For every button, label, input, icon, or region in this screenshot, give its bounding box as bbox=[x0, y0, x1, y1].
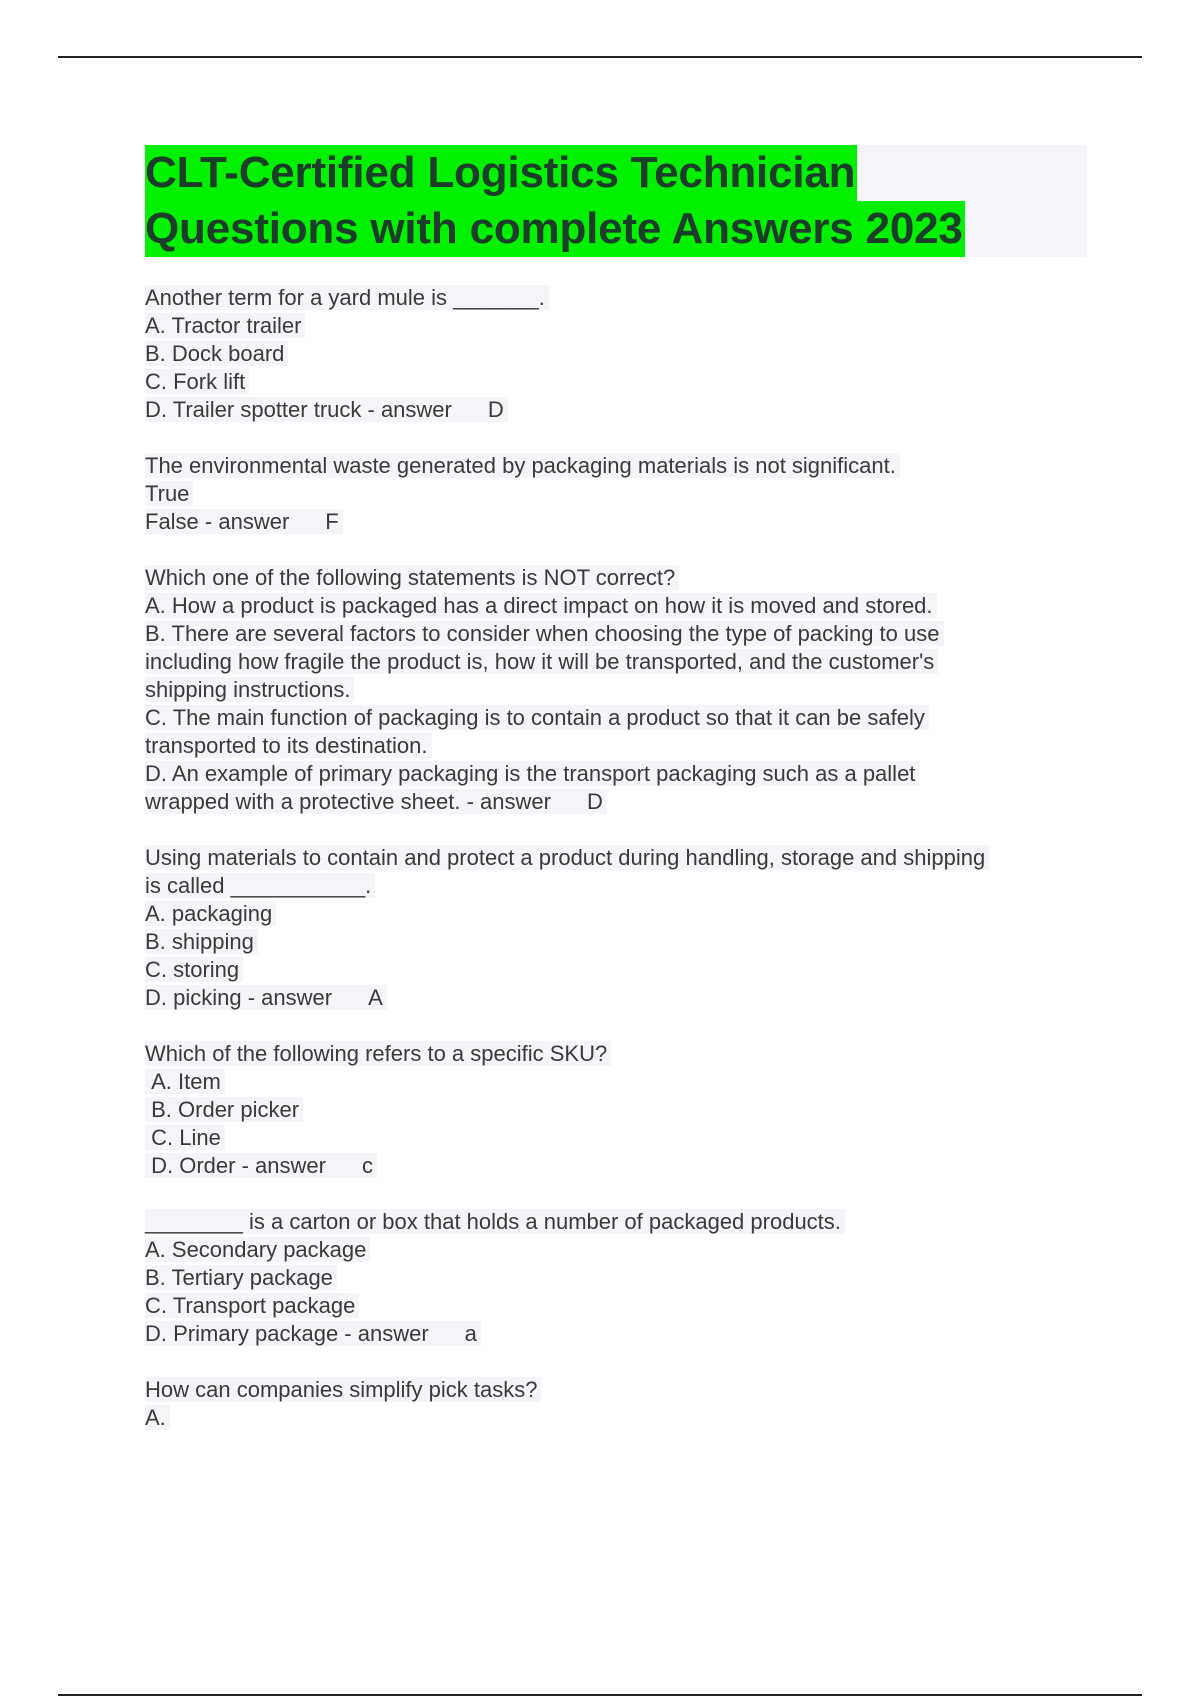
question-text: Another term for a yard mule is _______. bbox=[145, 285, 549, 310]
answer-letter: D bbox=[487, 397, 504, 422]
option-d: D. Trailer spotter truck - answer bbox=[145, 397, 452, 422]
option-b: B. Order picker bbox=[145, 1097, 303, 1122]
question-2 bbox=[145, 452, 1085, 536]
option-c: C. Fork lift bbox=[145, 369, 249, 394]
option-c: C. The main function of packaging is to contain a product so that it can be safely bbox=[145, 705, 929, 730]
question-3 bbox=[145, 564, 1085, 816]
question-text: ________ is a carton or box that holds a number of packaged products. bbox=[145, 1209, 845, 1234]
option-b: B. Dock board bbox=[145, 341, 288, 366]
option-c: C. Transport package bbox=[145, 1293, 359, 1318]
option-b-cont: shipping instructions. bbox=[145, 677, 354, 702]
option-a: A. Item bbox=[145, 1069, 225, 1094]
option-a: A. How a product is packaged has a direct impact on how it is moved and stored. bbox=[145, 593, 937, 618]
option-b: B. There are several factors to consider when choosing the type of packing to use bbox=[145, 621, 944, 646]
question-text-cont: is called ___________. bbox=[145, 873, 375, 898]
option-c: C. storing bbox=[145, 957, 243, 982]
option-a: A. Secondary package bbox=[145, 1237, 370, 1262]
question-1 bbox=[145, 284, 1085, 424]
answer-letter: a bbox=[464, 1321, 477, 1346]
question-7 bbox=[145, 1376, 1085, 1432]
option-d: D. An example of primary packaging is the transport packaging such as a pallet bbox=[145, 761, 919, 786]
top-rule bbox=[58, 56, 1142, 58]
question-text: Which of the following refers to a specific SKU? bbox=[145, 1041, 611, 1066]
option-b-cont: including how fragile the product is, how it will be transported, and the customer's bbox=[145, 649, 938, 674]
option-d: D. Primary package - answer bbox=[145, 1321, 429, 1346]
document-title bbox=[145, 145, 1087, 257]
bottom-rule bbox=[58, 1694, 1142, 1696]
answer-letter: D bbox=[586, 789, 603, 814]
answer-letter: c bbox=[361, 1153, 373, 1178]
question-text: How can companies simplify pick tasks? bbox=[145, 1377, 541, 1402]
option-a: A. packaging bbox=[145, 901, 276, 926]
option-false: False - answer bbox=[145, 509, 290, 534]
title-line-1: CLT-Certified Logistics Technician bbox=[145, 145, 857, 201]
question-5 bbox=[145, 1040, 1085, 1180]
question-text: Which one of the following statements is NOT correct? bbox=[145, 565, 679, 590]
option-d: D. picking - answer bbox=[145, 985, 333, 1010]
title-line-2: Questions with complete Answers 2023 bbox=[145, 201, 965, 257]
option-a: A. bbox=[145, 1405, 170, 1430]
option-true: True bbox=[145, 481, 193, 506]
answer-letter: A bbox=[368, 985, 383, 1010]
option-c-cont: transported to its destination. bbox=[145, 733, 432, 758]
option-b: B. Tertiary package bbox=[145, 1265, 337, 1290]
question-text: Using materials to contain and protect a product during handling, storage and shipping bbox=[145, 845, 989, 870]
option-d-cont: wrapped with a protective sheet. - answer bbox=[145, 789, 551, 814]
question-4 bbox=[145, 844, 1085, 1012]
option-c: C. Line bbox=[145, 1125, 225, 1150]
answer-letter: F bbox=[325, 509, 339, 534]
question-6 bbox=[145, 1208, 1085, 1348]
option-b: B. shipping bbox=[145, 929, 258, 954]
question-text: The environmental waste generated by packaging materials is not significant. bbox=[145, 453, 900, 478]
option-a: A. Tractor trailer bbox=[145, 313, 305, 338]
option-d: D. Order - answer bbox=[145, 1153, 326, 1178]
questions-content bbox=[145, 284, 1085, 1460]
